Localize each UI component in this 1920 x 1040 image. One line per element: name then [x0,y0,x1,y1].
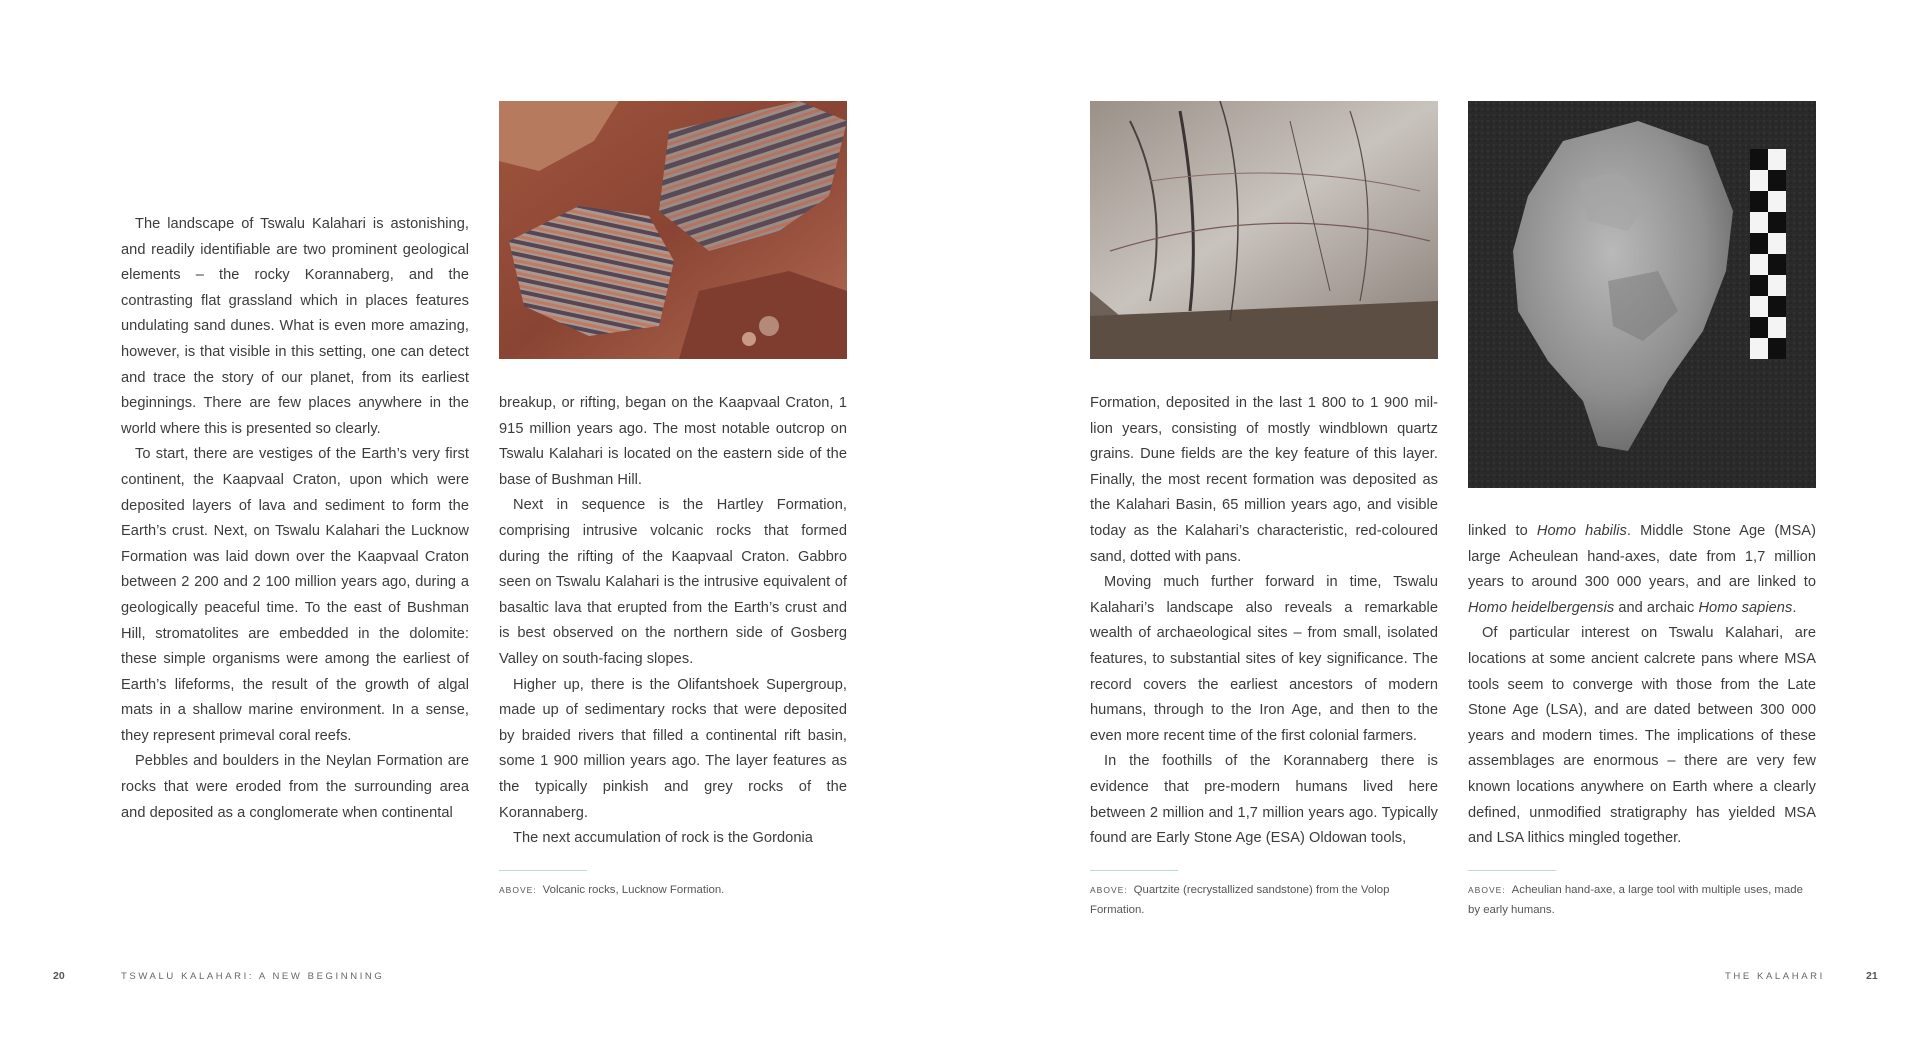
paragraph: linked to Homo habilis. Middle Stone Age (MSA) large Acheulean hand-axes, date from 1,7 million years to around 300 000 years, and are linked to Homo heidelbergensis and archaic Homo sapiens. [1468,523,1816,616]
left-text-column-2 [499,391,847,852]
paragraph: To start, there are vestiges of the Earth’s very first continent, the Kaapvaal Craton, upon which were deposited layers of lava and sediment to form the Earth’s crust. Next, on Tswalu Kalahari the Lucknow Formation was laid down over the Kaapvaal Craton between 2 200 and 2 100 million years ago, during a geologically peaceful time. To the east of Bushman Hill, stromatolites are embedded in the dolomite: these simple organisms were among the earliest of Earth’s lifeforms, the result of the growth of algal mats in a shallow marine environment. In a sense, they represent primeval coral reefs. [121,446,469,744]
caption-rule [1090,870,1178,871]
paragraph: breakup, or rifting, began on the Kaapvaal Craton, 1 915 million years ago. The most notable outcrop on Tswalu Kalahari is located on the eastern side of the base of Bushman Hill. [499,395,847,488]
paragraph: Higher up, there is the Olifantshoek Supergroup, made up of sedimentary rocks that were deposited by braided rivers that filled a continental rift basin, some 1 900 million years ago. The layer features as the typically pinkish and grey rocks of the Korannaberg. [499,676,847,821]
page-number-left: 20 [53,970,65,982]
page-number-right: 21 [1866,970,1878,982]
right-text-column-2 [1468,519,1816,852]
paragraph: Of particular interest on Tswalu Kalahari, are locations at some ancient calcrete pans where MSA tools seem to converge with those from the Late Stone Age (LSA), and are dated between 300 000 years and modern times. The implications of these assemblages are enormous – there are very few known locations anywhere on Earth where a clearly defined, unmodified stratigraphy has yielded MSA and LSA lithics mingled together. [1468,625,1816,847]
hand-axe-image [1468,101,1816,488]
hand-axe-photo [1468,101,1816,488]
caption-rule [1468,870,1556,871]
running-head-right: THE KALAHARI [1725,971,1825,982]
caption-hand-axe [1468,881,1816,920]
caption-volcanic-rocks [499,881,847,901]
quartzite-photo [1090,101,1438,359]
caption-rule [499,870,587,871]
right-text-column-1 [1090,391,1438,852]
volcanic-rocks-image [499,101,847,359]
quartzite-image [1090,101,1438,359]
paragraph: Moving much further forward in time, Tswalu Kalahari’s landscape also reveals a remarkable wealth of archaeological sites – from small, isolated features, to substantial sites of key significance. The record covers the earliest ancestors of modern humans, through to the Iron Age, and then to the even more recent time of the first colonial farmers. [1090,574,1438,744]
paragraph: The next accumulation of rock is the Gordonia [513,830,813,847]
caption-text: Acheulian hand-axe, a large tool with multiple uses, made by early humans. [1468,884,1803,916]
paragraph: Formation, deposited in the last 1 800 to 1 900 million years, consisting of mostly windblown quartz grains. Dune fields are the key feature of this layer. Finally, the most recent formation was deposited as the Kalahari Basin, 65 million years ago, and visible today as the Kalahari’s characteristic, red-coloured sand, dotted with pans. [1090,395,1438,565]
paragraph: Next in sequence is the Hartley Formation, comprising intrusive volcanic rocks that formed during the rifting of the Kaapvaal Craton. Gabbro seen on Tswalu Kalahari is the intrusive equivalent of basaltic lava that erupted from the Earth’s crust and is best observed on the northern side of Gosberg Valley on south-facing slopes. [499,497,847,667]
running-head-left: TSWALU KALAHARI: A NEW BEGINNING [121,971,385,982]
caption-label: ABOVE: [1468,885,1506,895]
paragraph: Pebbles and boulders in the Neylan Formation are rocks that were eroded from the surrounding area and deposited as a conglomerate when continental [121,753,469,821]
caption-label: ABOVE: [1090,885,1128,895]
caption-text: Quartzite (recrystallized sandstone) from the Volop Formation. [1090,884,1390,916]
volcanic-rocks-photo [499,101,847,359]
caption-text: Volcanic rocks, Lucknow Formation. [542,884,725,896]
paragraph: In the foothills of the Korannaberg there is evidence that pre-modern humans lived here between 2 million and 1,7 million years ago. Typically found are Early Stone Age (ESA) Oldowan tools, [1090,753,1438,847]
caption-quartzite [1090,881,1410,920]
scale-bar [1750,149,1786,359]
caption-label: ABOVE: [499,885,537,895]
left-text-column-1 [121,212,469,826]
paragraph: The landscape of Tswalu Kalahari is astonishing, and readily identifiable are two prominent geological elements – the rocky Korannaberg, and the contrasting flat grassland which in places features undulating sand dunes. What is even more amazing, however, is that visible in this setting, one can detect and trace the story of our planet, from its earliest beginnings. There are few places anywhere in the world where this is presented so clearly. [121,216,469,437]
